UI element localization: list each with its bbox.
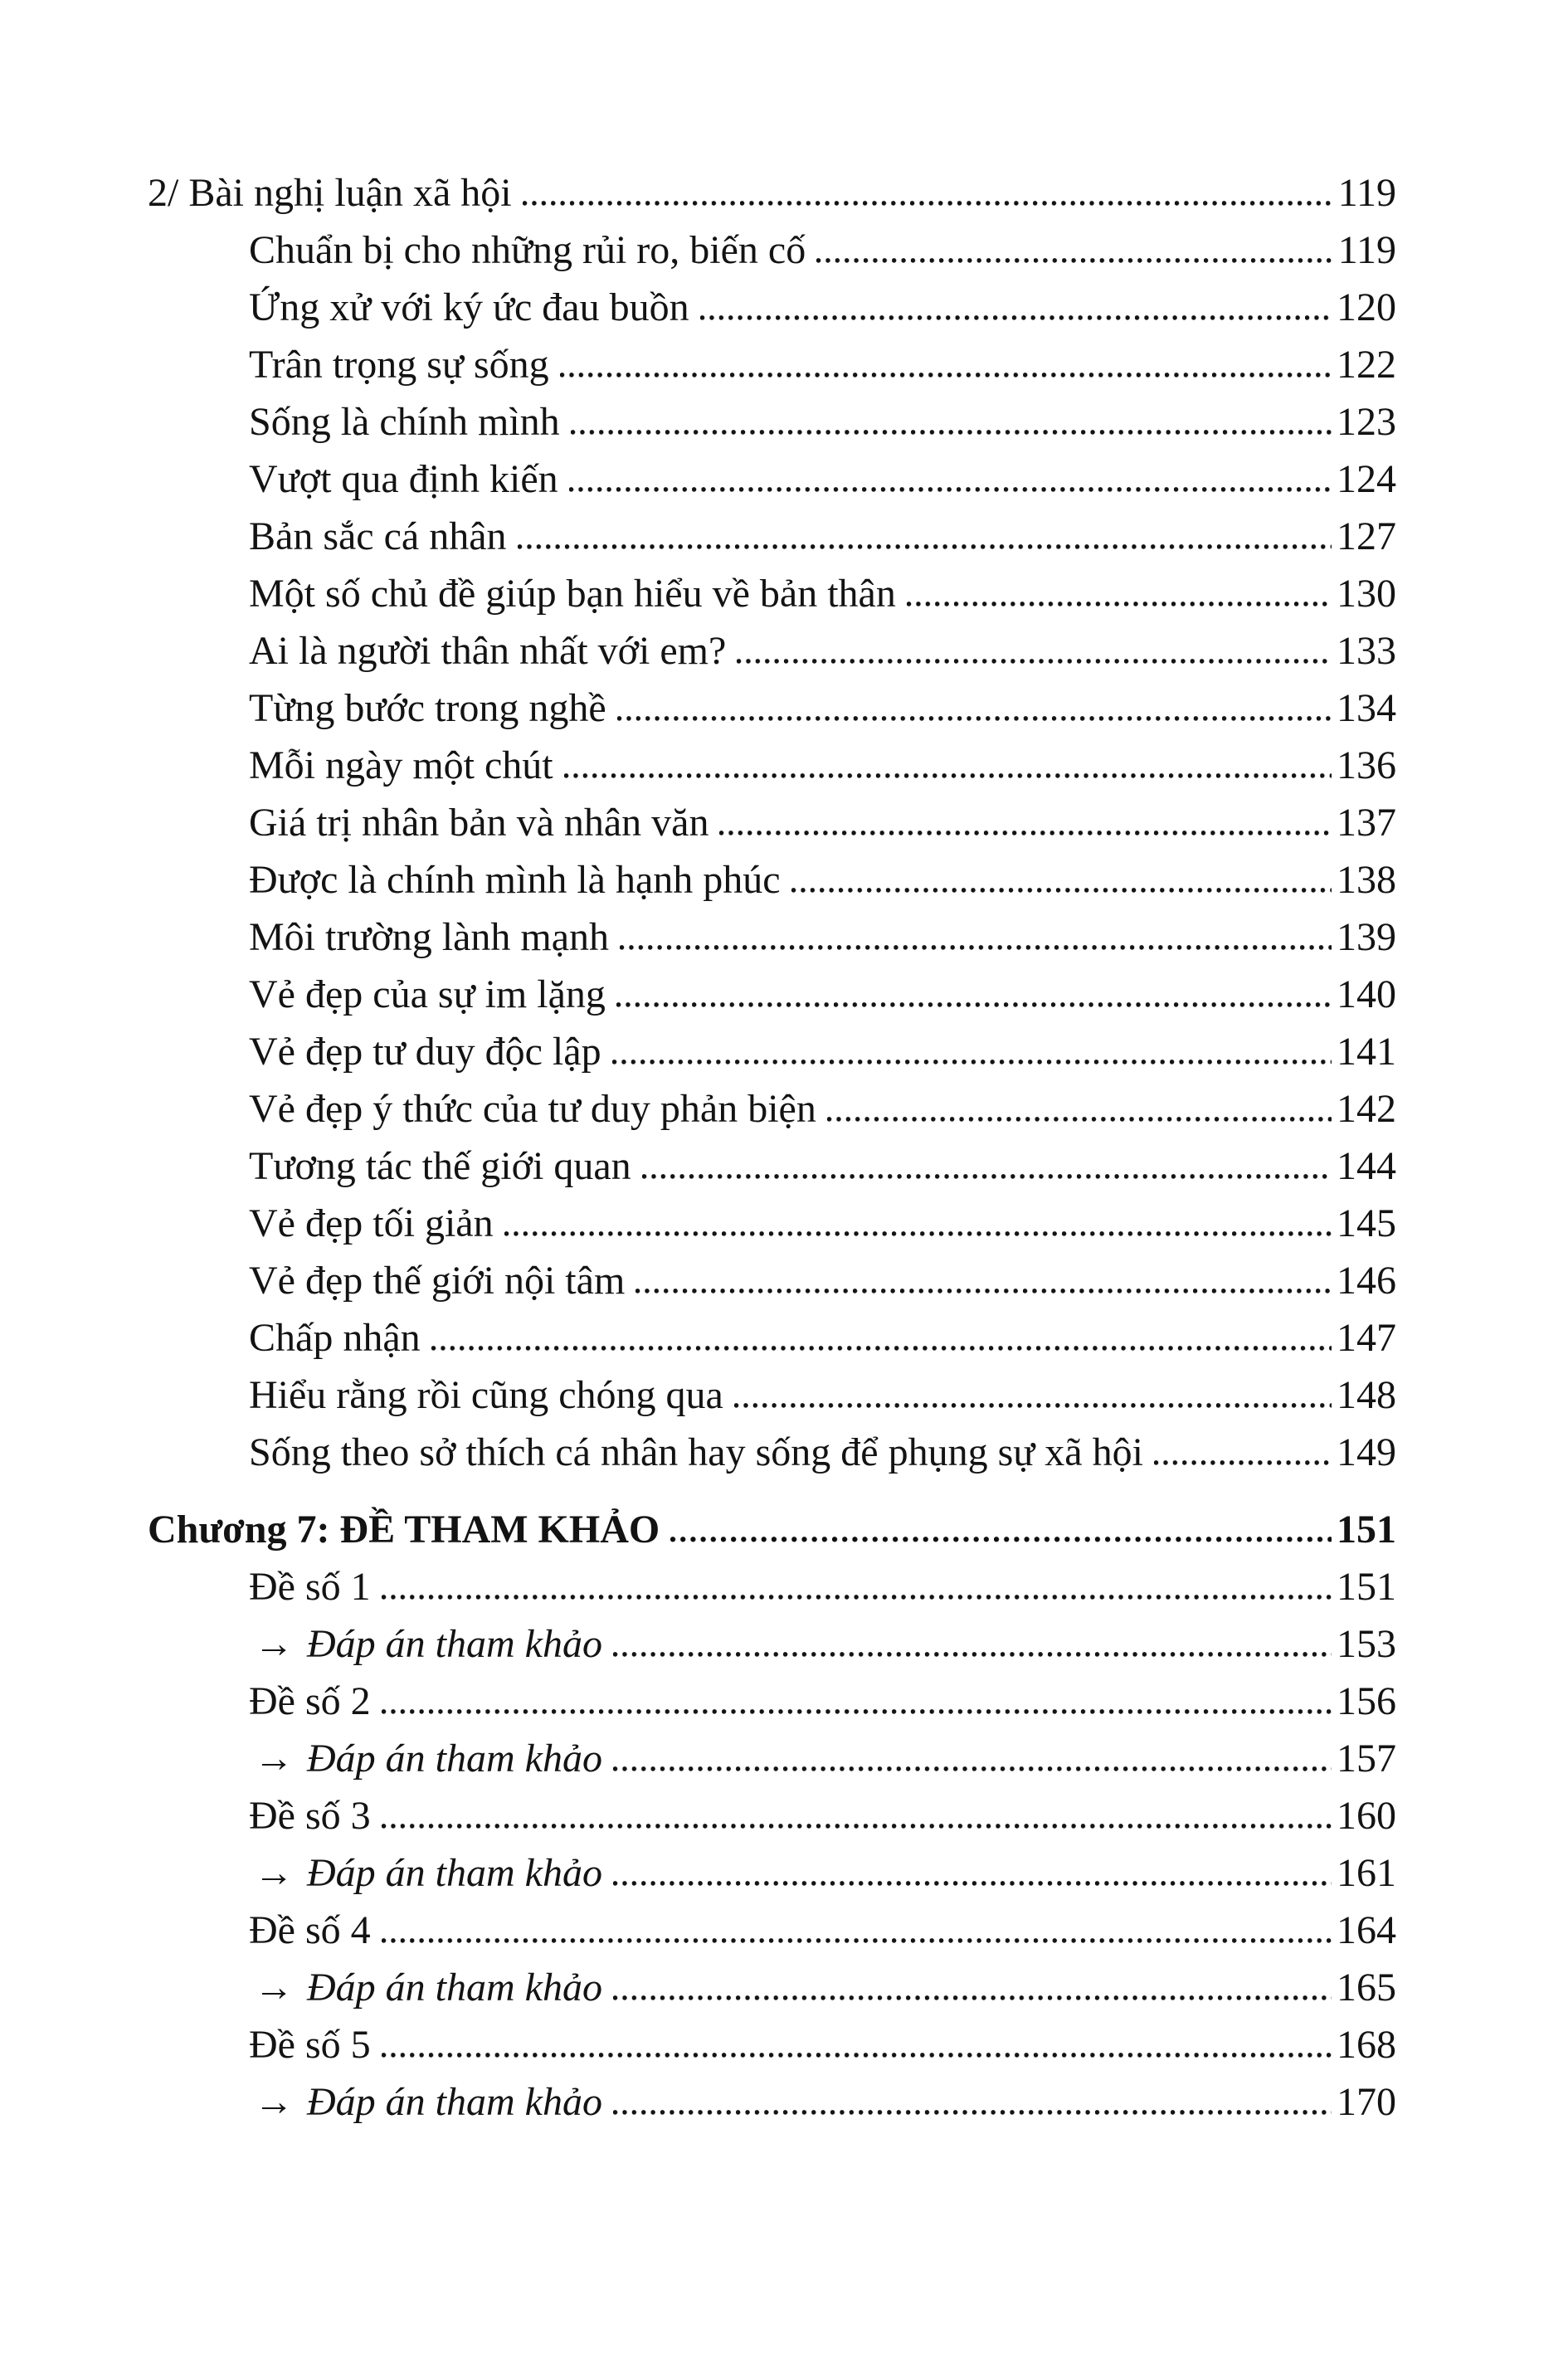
toc-entry-label: Ứng xử với ký ức đau buồn: [249, 285, 689, 329]
toc-entry: [148, 966, 1396, 1023]
toc-entry-page: 120: [1337, 285, 1396, 329]
toc-entry-page: 134: [1337, 686, 1396, 730]
toc-entry: [148, 508, 1396, 565]
toc-entry: [148, 1309, 1396, 1366]
toc-entry: [148, 794, 1396, 851]
toc-entry-label: Mỗi ngày một chút: [249, 743, 553, 787]
toc-entry-label: Tương tác thế giới quan: [249, 1144, 631, 1188]
toc-entry-label: Đáp án tham khảo: [307, 1737, 602, 1781]
toc-entry-label: Vẻ đẹp của sự im lặng: [249, 972, 606, 1016]
toc-entry: [148, 2073, 1396, 2131]
arrow-icon: →: [254, 1966, 294, 2010]
toc-entry: [148, 1195, 1396, 1252]
toc-entry-label: Được là chính mình là hạnh phúc: [249, 858, 781, 902]
toc-entry: [148, 1844, 1396, 1902]
toc-entry-page: 130: [1337, 572, 1396, 616]
toc-entry-label: Ai là người thân nhất với em?: [249, 629, 727, 673]
toc-entry: [148, 1787, 1396, 1844]
toc-entry-page: 136: [1337, 743, 1396, 787]
toc-entry-page: 141: [1337, 1030, 1396, 1074]
toc-entry: [148, 1366, 1396, 1424]
toc-entry-label: Đáp án tham khảo: [307, 1851, 602, 1895]
toc-entry-label: Vượt qua định kiến: [249, 457, 558, 501]
toc-entry-page: 124: [1337, 457, 1396, 501]
toc-entry-page: 139: [1337, 915, 1396, 959]
toc-entry-label: Đề số 2: [249, 1679, 371, 1723]
toc-entry-label: Đề số 4: [249, 1908, 371, 1952]
toc-entry-page: 149: [1337, 1430, 1396, 1474]
toc-entry-page: 138: [1337, 858, 1396, 902]
toc-entry-label: Đáp án tham khảo: [307, 1966, 602, 2010]
toc-entry-page: 140: [1337, 972, 1396, 1016]
toc-entry-label: Đề số 3: [249, 1794, 371, 1838]
toc-entry-page: 148: [1337, 1373, 1396, 1417]
toc-entry-label: Sống theo sở thích cá nhân hay sống để phụng sự xã hội: [249, 1430, 1143, 1474]
toc-entry-label: Chuẩn bị cho những rủi ro, biến cố: [249, 228, 806, 272]
toc-entry: [148, 565, 1396, 622]
toc-entry-page: 145: [1337, 1201, 1396, 1245]
arrow-icon: →: [254, 2080, 294, 2124]
toc-entry: [148, 164, 1396, 222]
toc-entry: [148, 851, 1396, 909]
toc-entry: [148, 451, 1396, 508]
toc-entry-label: Vẻ đẹp ý thức của tư duy phản biện: [249, 1087, 816, 1131]
toc-entry: [148, 336, 1396, 393]
toc-entry-label: Từng bước trong nghề: [249, 686, 606, 730]
toc-entry-page: 127: [1337, 514, 1396, 558]
toc-entry-label: Đáp án tham khảo: [307, 1622, 602, 1666]
toc-entry: [148, 1902, 1396, 1959]
toc-entry-page: 119: [1337, 228, 1396, 272]
toc-entry: [148, 1023, 1396, 1080]
arrow-icon: →: [254, 1622, 294, 1666]
toc-entry-label: Chấp nhận: [249, 1316, 421, 1360]
toc-entry: [148, 1673, 1396, 1730]
toc-entry-label: Vẻ đẹp tư duy độc lập: [249, 1030, 601, 1074]
toc-entry-page: 168: [1337, 2023, 1396, 2067]
arrow-icon: →: [254, 1737, 294, 1781]
toc-entry: [148, 1959, 1396, 2016]
toc-entry-page: 147: [1337, 1316, 1396, 1360]
toc-entry: [148, 1615, 1396, 1673]
toc-entry: [148, 1730, 1396, 1787]
toc-entry-page: 137: [1337, 801, 1396, 845]
toc-entry: [148, 737, 1396, 794]
toc-entry-page: 153: [1337, 1622, 1396, 1666]
toc-entry-page: 156: [1337, 1679, 1396, 1723]
toc-entry-page: 170: [1337, 2080, 1396, 2124]
toc-entry-label: Môi trường lành mạnh: [249, 915, 610, 959]
toc-entry: [148, 393, 1396, 451]
toc-entry-page: 165: [1337, 1966, 1396, 2010]
toc-entry-label: Đáp án tham khảo: [307, 2080, 602, 2124]
toc-entry-label: Sống là chính mình: [249, 400, 560, 444]
toc-entry-label: Đề số 5: [249, 2023, 371, 2067]
toc-entry-label: Giá trị nhân bản và nhân văn: [249, 801, 709, 845]
toc-entry-page: 119: [1337, 171, 1396, 215]
toc-entry-page: 123: [1337, 400, 1396, 444]
toc-entry-page: 157: [1337, 1737, 1396, 1781]
toc-entry-label: Chương 7: ĐỀ THAM KHẢO: [148, 1508, 660, 1552]
toc-entry-label: Hiểu rằng rồi cũng chóng qua: [249, 1373, 723, 1417]
toc-entry: [148, 1138, 1396, 1195]
toc-entry: [148, 1252, 1396, 1309]
toc-entry: [148, 1080, 1396, 1138]
toc-entry-page: 151: [1337, 1565, 1396, 1609]
toc-entry-page: 164: [1337, 1908, 1396, 1952]
toc-entry-page: 160: [1337, 1794, 1396, 1838]
toc-entry: [148, 279, 1396, 336]
toc-entry-page: 161: [1337, 1851, 1396, 1895]
toc-entry-label: Trân trọng sự sống: [249, 343, 549, 387]
toc-entry-label: Bản sắc cá nhân: [249, 514, 507, 558]
toc-entry: [148, 1558, 1396, 1615]
toc-entry-page: 151: [1337, 1508, 1396, 1552]
toc-list: [148, 164, 1396, 2131]
toc-entry: [148, 222, 1396, 279]
toc-chapter-entry: [148, 1501, 1396, 1558]
toc-entry-page: 142: [1337, 1087, 1396, 1131]
toc-entry-page: 122: [1337, 343, 1396, 387]
toc-entry-page: 146: [1337, 1259, 1396, 1303]
toc-entry: [148, 2016, 1396, 2073]
toc-entry: [148, 909, 1396, 966]
toc-entry-page: 144: [1337, 1144, 1396, 1188]
toc-entry-page: 133: [1337, 629, 1396, 673]
toc-entry: [148, 680, 1396, 737]
toc-entry-label: Đề số 1: [249, 1565, 371, 1609]
toc-entry-label: Vẻ đẹp thế giới nội tâm: [249, 1259, 626, 1303]
toc-entry-label: Một số chủ đề giúp bạn hiểu về bản thân: [249, 572, 896, 616]
toc-entry-label: Vẻ đẹp tối giản: [249, 1201, 494, 1245]
toc-entry-label: 2/ Bài nghị luận xã hội: [148, 171, 512, 215]
toc-entry: [148, 622, 1396, 680]
arrow-icon: →: [254, 1851, 294, 1895]
toc-entry: [148, 1424, 1396, 1481]
